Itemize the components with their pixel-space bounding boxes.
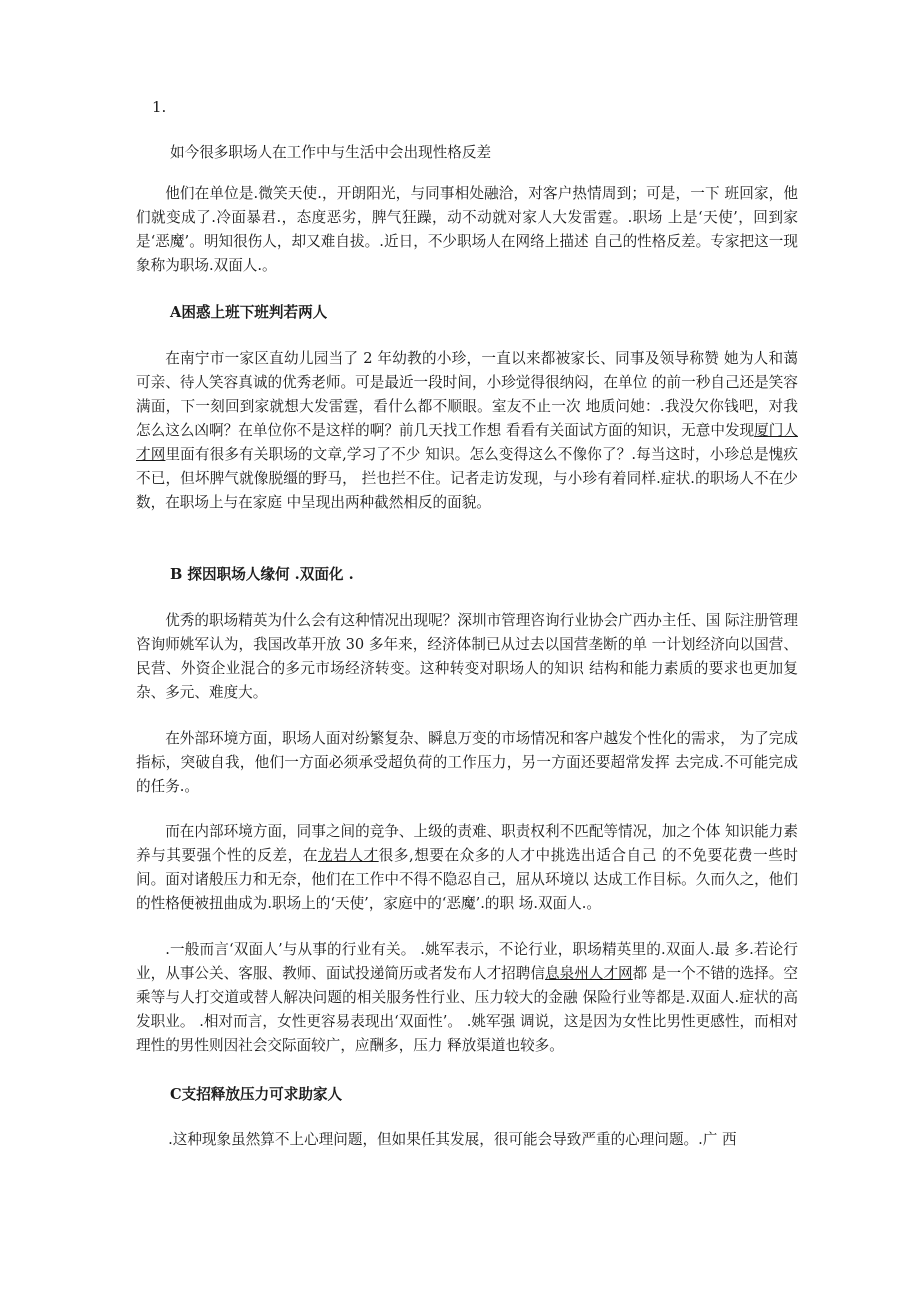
section-b-paragraph-1: 优秀的职场精英为什么会有这种情况出现呢？深圳市管理咨询行业协会广西办主任、国 际注册管理咨询师姚军认为，我国改革开放 30 多年来，经济体制已从过去以国营垄断的单 一计划经济向以国营、民营、外资企业混合的多元市场经济转变。这种转变对职场人的知识 结构和能力素质的要求也更加复杂、多元、难度大。 (136, 612, 798, 701)
xiamen-talent-link[interactable]: 厦门人才网 (136, 422, 798, 463)
section-a-heading: A困惑上班下班判若两人 (170, 304, 328, 321)
section-a-text-1: 在南宁市一家区直幼儿园当了 2 年幼教的小珍，一直以来都被家长、同事及领导称赞 她为人和蔼可亲、待人笑容真诚的优秀老师。可是最近一段时间，小珍觉得很纳闷，在单位 的前一秒自己还是笑容满面，下一刻回到家就想大发雷霆，看什么都不顺眼。室友不止一次 地质问她：.我没欠你钱吧，对我怎么这么凶啊？在单位你不是这样的啊？前几天找工作想 看看有关面试方面的知识，无意中发现 (136, 350, 798, 439)
list-number: 1. (152, 98, 167, 116)
section-b-text-3: .一般而言‘双面人’与从事的行业有关。 .姚军表示，不论行业，职场精英里的.双面人.最 多.若论行业，从事公关、客服、教师、面试投递简历或者发布人才招聘信 (136, 941, 798, 982)
article-title: 如今很多职场人在工作中与生活中会出现性格反差 (170, 144, 492, 161)
quanzhou-talent-link[interactable]: 息泉州人才网 (545, 965, 633, 982)
section-b-paragraph-4 (136, 938, 798, 1058)
section-b-heading: B 探因职场人缘何 .双面化 . (170, 566, 354, 583)
section-b-paragraph-2: 在外部环境方面，职场人面对纷繁复杂、瞬息万变的市场情况和客户越发个性化的需求， 为了完成指标，突破自我，他们一方面必须承受超负荷的工作压力，另一方面还要超常发挥 去完成.不可能完成的任务.。 (136, 730, 798, 795)
section-a-paragraph (136, 347, 798, 515)
section-b-paragraph-3 (136, 820, 798, 916)
section-a-text-2: 里面有很多有关职场的文章,学习了不少 知识。怎么变得这么不像你了？.每当这时，小珍总是愧疚不已，但坏脾气就像脱缰的野马， 拦也拦不住。记者走访发现，与小珍有着同样.症状.的职场人不在少数，在职场上与在家庭 中呈现出两种截然相反的面貌。 (136, 446, 798, 511)
section-c-paragraph: .这种现象虽然算不上心理问题，但如果任其发展，很可能会导致严重的心理问题。.广 西 (168, 1131, 737, 1148)
section-b-text-1: 而在内部环境方面，同事之间的竞争、上级的责难、职责权利不匹配等情况，加之个体 知识能力素养与其要强个性的反差，在 (136, 823, 798, 864)
section-c-heading: C支招释放压力可求助家人 (170, 1086, 343, 1103)
longyan-talent-link[interactable]: 龙岩人才 (318, 847, 379, 864)
intro-paragraph: 他们在单位是.微笑天使.，开朗阳光，与同事相处融洽，对客户热情周到；可是，一下 班回家，他们就变成了.冷面暴君.，态度恶劣，脾气狂躁，动不动就对家人大发雷霆。.职场 上是‘天使’，回到家是‘恶魔’。明知很伤人，却又难自拔。.近日，不少职场人在网络上描述 自己的性格反差。专家把这一现象称为职场.双面人.。 (136, 185, 798, 274)
section-b-text-2: 很多,想要在众多的人才中挑选出适合自己 的不免要花费一些时间。面对诸般压力和无奈，他们在工作中不得不隐忍自己，屈从环境以 达成工作目标。久而久之，他们的性格便被扭曲成为.职场上的‘天使’，家庭中的‘恶魔’.的职 场.双面人.。 (136, 847, 798, 912)
section-b-text-4: 都 是一个不错的选择。空乘等与人打交道或替人解决问题的相关服务性行业、压力较大的金融 保险行业等都是.双面人.症状的高发职业。 .相对而言，女性更容易表现出‘双面性’。 .姚军强 调说，这是因为女性比男性更感性，而相对理性的男性则因社会交际面较广，应酬多，压力 释放渠道也较多。 (136, 965, 798, 1054)
